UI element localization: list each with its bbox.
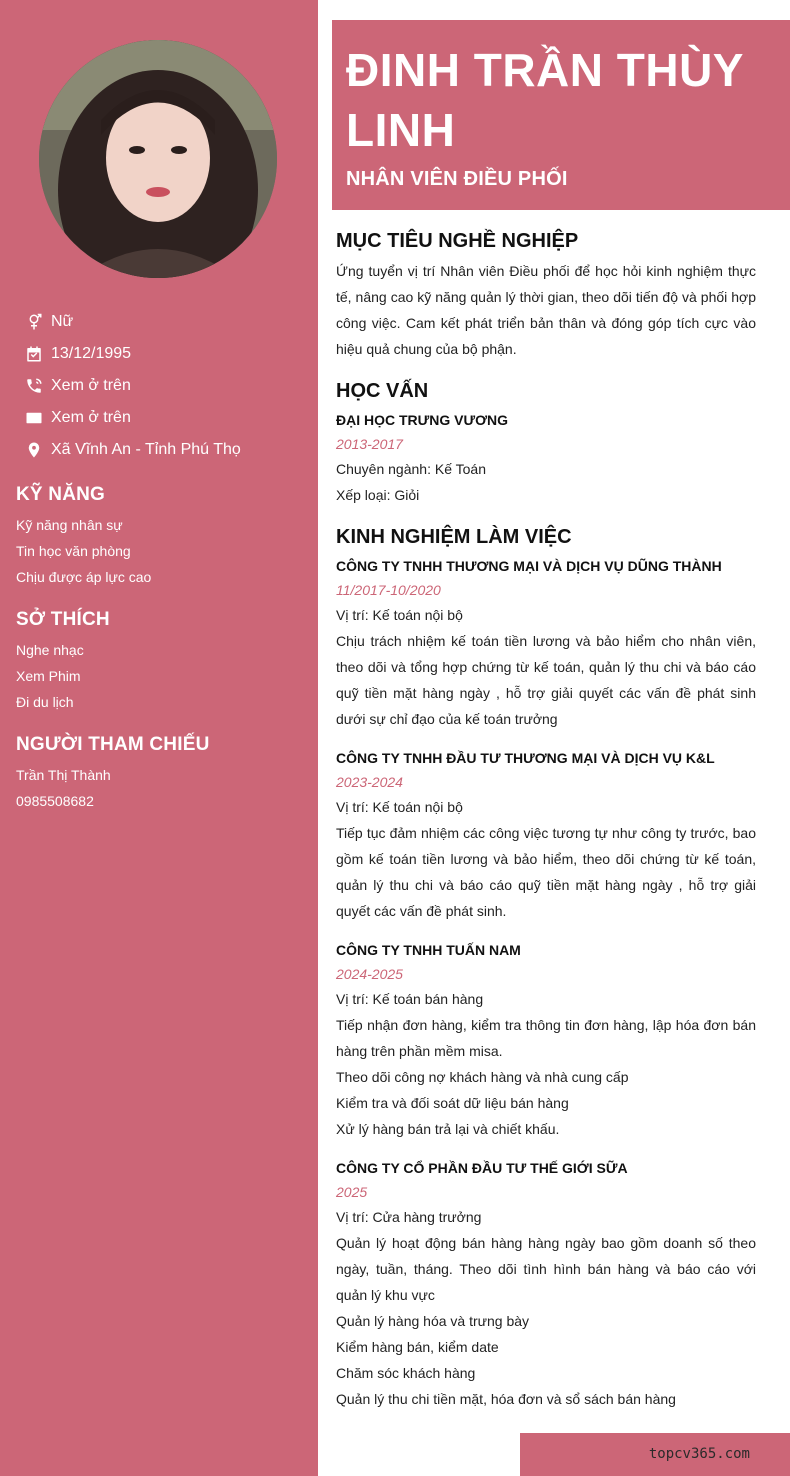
- job-entry: [336, 554, 756, 732]
- hobby-item: Nghe nhạc: [16, 642, 84, 658]
- objective-title: MỤC TIÊU NGHỀ NGHIỆP: [336, 230, 579, 252]
- skill-item: Chịu được áp lực cao: [16, 569, 152, 585]
- calendar-icon: [24, 344, 44, 364]
- hobby-item: Đi du lịch: [16, 694, 74, 710]
- company-name: CÔNG TY CỔ PHẦN ĐẦU TƯ THẾ GIỚI SỮA: [336, 1160, 628, 1176]
- company-name: CÔNG TY TNHH TUẤN NAM: [336, 942, 521, 958]
- skill-item: Kỹ năng nhân sự: [16, 517, 123, 533]
- education-years: 2013-2017: [336, 436, 403, 452]
- hobby-item: Xem Phim: [16, 668, 81, 684]
- info-birthday: [24, 338, 314, 370]
- hobbies-section: [16, 609, 306, 715]
- job-line: Kiểm hàng bán, kiểm date: [336, 1339, 499, 1355]
- company-name: CÔNG TY TNHH ĐẦU TƯ THƯƠNG MẠI VÀ DỊCH VỤ K&L: [336, 750, 715, 766]
- job-line: Quản lý thu chi tiền mặt, hóa đơn và sổ sách bán hàng: [336, 1391, 676, 1407]
- header-banner: [332, 20, 790, 210]
- experience-title: KINH NGHIỆM LÀM VIỆC: [336, 526, 572, 548]
- job-line: Vị trí: Cửa hàng trưởng: [336, 1209, 482, 1225]
- education-title: HỌC VẤN: [336, 380, 429, 402]
- job-line: Kiểm tra và đối soát dữ liệu bán hàng: [336, 1095, 569, 1111]
- job-period: 2025: [336, 1184, 368, 1200]
- personal-info: [24, 306, 314, 466]
- info-text: 13/12/1995: [51, 345, 132, 362]
- job-entry: [336, 938, 756, 1142]
- reference-phone: 0985508682: [16, 793, 94, 809]
- footer-brand-badge: [520, 1433, 790, 1476]
- company-name: CÔNG TY TNHH THƯƠNG MẠI VÀ DỊCH VỤ DŨNG THÀNH: [336, 558, 722, 574]
- info-text: Xã Vĩnh An - Tỉnh Phú Thọ: [51, 441, 241, 458]
- skill-item: Tin học văn phòng: [16, 543, 131, 559]
- education-section: [336, 378, 756, 508]
- references-title: NGƯỜI THAM CHIẾU: [16, 734, 210, 755]
- brand-watermark: topcv365.com: [648, 1446, 750, 1462]
- job-period: 2023-2024: [336, 774, 403, 790]
- skills-title: KỸ NĂNG: [16, 484, 106, 505]
- education-major: Chuyên ngành: Kế Toán: [336, 461, 486, 477]
- job-entry: [336, 746, 756, 924]
- info-gender: [24, 306, 314, 338]
- job-line: Theo dõi công nợ khách hàng và nhà cung cấp: [336, 1069, 629, 1085]
- profile-photo: [39, 40, 277, 278]
- info-phone: [24, 370, 314, 402]
- candidate-role: NHÂN VIÊN ĐIỀU PHỐI: [346, 168, 568, 190]
- job-entry: [336, 1156, 756, 1412]
- school-name: ĐẠI HỌC TRƯNG VƯƠNG: [336, 412, 509, 428]
- gender-icon: [24, 312, 44, 332]
- candidate-name: ĐINH TRẦN THÙY LINH: [346, 44, 744, 156]
- job-period: 11/2017-10/2020: [336, 582, 441, 598]
- job-period: 2024-2025: [336, 966, 403, 982]
- reference-name: Trần Thị Thành: [16, 767, 111, 783]
- job-line: Tiếp nhận đơn hàng, kiểm tra thông tin đơn hàng, lập hóa đơn bán hàng trên phần mềm misa.: [336, 1017, 756, 1059]
- job-line: Chịu trách nhiệm kế toán tiền lương và bảo hiểm cho nhân viên, theo dõi và tổng hợp chứng từ kế toán, quản lý thu chi và báo cáo quỹ tiền mặt hàng ngày , hỗ trợ giải quyết các vấn đề phát sinh dưới sự chỉ đạo của kế toán trưởng: [336, 633, 756, 727]
- info-text: Nữ: [51, 313, 74, 330]
- education-grade: Xếp loại: Giỏi: [336, 487, 420, 503]
- job-line: Vị trí: Kế toán bán hàng: [336, 991, 484, 1007]
- info-text: Xem ở trên: [51, 409, 131, 426]
- info-text: Xem ở trên: [51, 377, 131, 394]
- job-line: Tiếp tục đảm nhiệm các công việc tương tự như công ty trước, bao gồm kế toán tiền lương và bảo hiểm, theo dõi chứng từ kế toán, quản lý thu chi và báo cáo quỹ tiền mặt hàng ngày , hỗ trợ giải quyết các vấn đề phát sinh.: [336, 825, 756, 919]
- avatar: [39, 40, 277, 278]
- job-line: Xử lý hàng bán trả lại và chiết khấu.: [336, 1121, 560, 1137]
- job-line: Vị trí: Kế toán nội bộ: [336, 799, 463, 815]
- main-content: [336, 228, 756, 1412]
- references-section: [16, 734, 306, 814]
- phone-icon: [24, 376, 44, 396]
- sidebar: [0, 0, 318, 1476]
- hobbies-title: SỞ THÍCH: [16, 609, 110, 630]
- info-email: [24, 402, 314, 434]
- job-line: Quản lý hoạt động bán hàng hàng ngày bao gồm doanh số theo ngày, tuần, tháng. Theo dõi tình hình bán hàng và báo cáo với quản lý khu vực: [336, 1235, 756, 1303]
- mail-icon: [24, 408, 44, 428]
- location-icon: [24, 440, 44, 460]
- experience-section: [336, 524, 756, 1412]
- job-line: Vị trí: Kế toán nội bộ: [336, 607, 463, 623]
- skills-section: [16, 484, 306, 590]
- info-address: [24, 434, 314, 466]
- objective-section: [336, 228, 756, 362]
- job-line: Quản lý hàng hóa và trưng bày: [336, 1313, 530, 1329]
- job-line: Chăm sóc khách hàng: [336, 1365, 476, 1381]
- objective-text: Ứng tuyển vị trí Nhân viên Điều phối để học hỏi kinh nghiệm thực tế, nâng cao kỹ năng quản lý thời gian, theo dõi tiến độ và phối hợp công việc. Cam kết phát triển bản thân và đóng góp tích cực vào hiệu quả chung của bộ phận.: [336, 263, 756, 357]
